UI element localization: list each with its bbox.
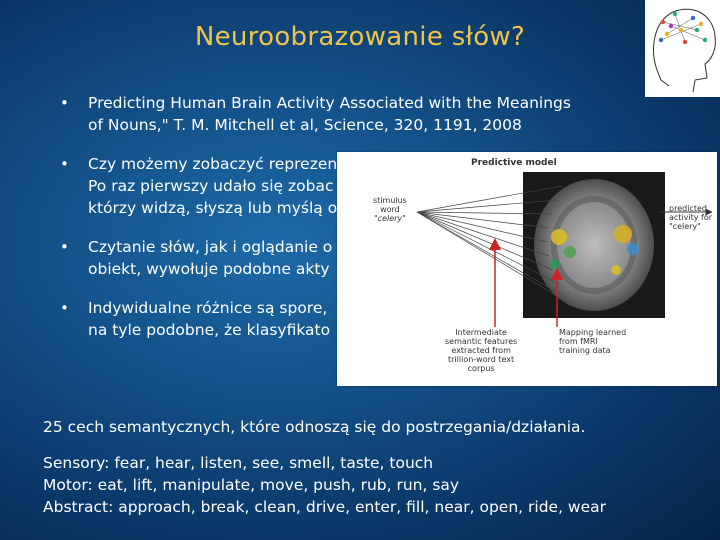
bullet-line: którzy widzą, słyszą lub myślą o [88, 199, 338, 217]
stimulus-label [373, 196, 407, 223]
intermediate-line: extracted from [451, 346, 511, 355]
mapping-line: from fMRI [559, 337, 598, 346]
bullet-line: Po raz pierwszy udało się zobac [88, 177, 334, 195]
bullet-line: obiekt, wywołuje podobne akty [88, 260, 330, 278]
motor-features: Motor: eat, lift, manipulate, move, push, rub, run, say [43, 476, 460, 494]
sensory-features: Sensory: fear, hear, listen, see, smell, taste, touch [43, 454, 434, 472]
predictive-model-figure [337, 152, 717, 386]
abstract-features: Abstract: approach, break, clean, drive, enter, fill, near, open, ride, wear [43, 498, 607, 516]
bullet-item [58, 92, 678, 136]
bullet-line: Czytanie słów, jak i oglądanie o [88, 238, 333, 256]
intermediate-features-label [445, 328, 517, 373]
predicted-line: activity for [669, 213, 713, 222]
predictive-model-diagram [337, 152, 717, 386]
bullet-line: of Nouns," T. M. Mitchell et al, Science, 320, 1191, 2008 [88, 116, 522, 134]
intermediate-line: semantic features [445, 337, 518, 346]
predicted-line: "celery" [669, 222, 701, 231]
predicted-activity-label [669, 204, 712, 231]
head-network-icon [645, 0, 720, 97]
bullet-line: Indywidualne różnice są spore, [88, 299, 328, 317]
bullet-dot-icon: • [60, 238, 69, 256]
stimulus-text: stimulus [373, 196, 407, 205]
word-value: "celery" [374, 214, 406, 223]
mapping-line: training data [559, 346, 611, 355]
figure-heading: Predictive model [471, 158, 557, 168]
predicted-line: predicted [669, 204, 707, 213]
bullet-dot-icon: • [60, 155, 69, 173]
semantic-features-text: 25 cech semantycznych, które odnoszą się do postrzegania/działania. [43, 418, 586, 436]
word-text: word [380, 205, 400, 214]
feature-lists [43, 452, 606, 518]
slide-title: Neuroobrazowanie słów? [194, 22, 526, 52]
intermediate-line: trillion-word text [448, 355, 515, 364]
bullet-dot-icon: • [60, 299, 69, 317]
head-network-image [645, 0, 720, 97]
bullet-dot-icon: • [60, 94, 69, 112]
mapping-line: Mapping learned [559, 328, 627, 337]
bullet-line: Predicting Human Brain Activity Associated with the Meanings [88, 94, 571, 112]
intermediate-line: Intermediate [455, 328, 507, 337]
intermediate-line: corpus [467, 364, 495, 373]
mapping-label [559, 328, 626, 355]
bullet-line: na tyle podobne, że klasyfikato [88, 321, 331, 339]
bullet-line: Czy możemy zobaczyć reprezen [88, 155, 338, 173]
